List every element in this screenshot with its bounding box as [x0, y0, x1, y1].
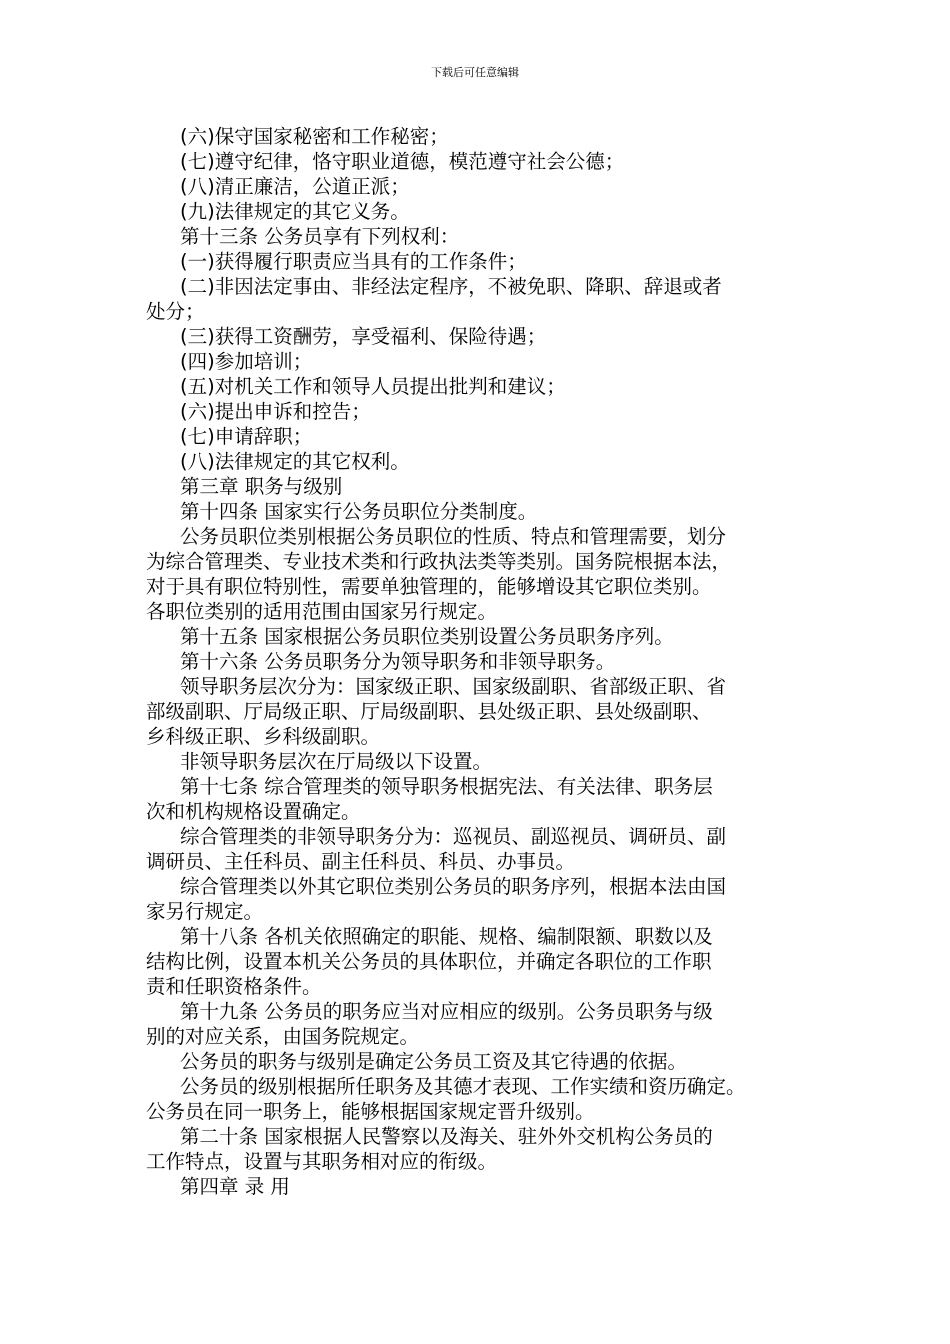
text-line: 别的对应关系，由国务院规定。	[146, 1025, 420, 1048]
text-line: (八)法律规定的其它权利。	[180, 450, 410, 473]
text-line: (二)非因法定事由、非经法定程序，不被免职、降职、辞退或者	[180, 275, 722, 298]
document-body	[146, 124, 814, 1199]
article-heading: 第十六条 公务员职务分为领导职务和非领导职务。	[180, 650, 616, 673]
text-line: 调研员、主任科员、副主任科员、科员、办事员。	[146, 850, 576, 873]
text-line: (九)法律规定的其它义务。	[180, 200, 410, 223]
page-header: 下载后可任意编辑	[431, 66, 519, 79]
text-line: 家另行规定。	[146, 900, 264, 923]
article-heading: 第十四条 国家实行公务员职位分类制度。	[180, 500, 538, 523]
article-heading: 第十八条 各机关依照确定的职能、规格、编制限额、职数以及	[180, 925, 713, 948]
text-line: (六)提出申诉和控告；	[180, 400, 371, 423]
text-line: 公务员在同一职务上，能够根据国家规定晋升级别。	[146, 1100, 595, 1123]
text-line: 非领导职务层次在厅局级以下设置。	[180, 750, 493, 773]
text-line: (七)申请辞职；	[180, 425, 313, 448]
article-heading: 第十三条 公务员享有下列权利：	[180, 225, 460, 248]
text-line: 公务员职位类别根据公务员职位的性质、特点和管理需要，划分	[180, 525, 727, 548]
text-line: 为综合管理类、专业技术类和行政执法类等类别。国务院根据本法，	[146, 550, 732, 573]
article-heading: 第十五条 国家根据公务员职位类别设置公务员职务序列。	[180, 625, 674, 648]
text-line: 综合管理类以外其它职位类别公务员的职务序列，根据本法由国	[180, 875, 727, 898]
text-line: (五)对机关工作和领导人员提出批判和建议；	[180, 375, 566, 398]
text-line: (八)清正廉洁，公道正派；	[180, 175, 410, 198]
text-line: 公务员的级别根据所任职务及其德才表现、工作实绩和资历确定。	[180, 1075, 746, 1098]
text-line: (四)参加培训；	[180, 350, 313, 373]
article-heading: 第十九条 公务员的职务应当对应相应的级别。公务员职务与级	[180, 1000, 713, 1023]
text-line: 结构比例，设置本机关公务员的具体职位，并确定各职位的工作职	[146, 950, 712, 973]
text-line: 部级副职、厅局级正职、厅局级副职、县处级正职、县处级副职、	[146, 700, 712, 723]
text-line: 工作特点，设置与其职务相对应的衔级。	[146, 1150, 498, 1173]
text-line: 对于具有职位特别性，需要单独管理的，能够增设其它职位类别。	[146, 575, 712, 598]
text-line: (七)遵守纪律，恪守职业道德，模范遵守社会公德；	[180, 150, 625, 173]
text-line: 公务员的职务与级别是确定公务员工资及其它待遇的依据。	[180, 1050, 688, 1073]
text-line: (三)获得工资酬劳，享受福利、保险待遇；	[180, 325, 547, 348]
chapter-heading: 第四章 录 用	[180, 1175, 290, 1198]
text-line: 次和机构规格设置确定。	[146, 800, 361, 823]
article-heading: 第十七条 综合管理类的领导职务根据宪法、有关法律、职务层	[180, 775, 713, 798]
text-line: 责和任职资格条件。	[146, 975, 322, 998]
text-line: 领导职务层次分为：国家级正职、国家级副职、省部级正职、省	[180, 675, 727, 698]
article-heading: 第二十条 国家根据人民警察以及海关、驻外外交机构公务员的	[180, 1125, 713, 1148]
text-line: 处分；	[146, 300, 205, 323]
text-line: (一)获得履行职责应当具有的工作条件；	[180, 250, 527, 273]
text-line: 综合管理类的非领导职务分为：巡视员、副巡视员、调研员、副	[180, 825, 727, 848]
text-line: 乡科级正职、乡科级副职。	[146, 725, 381, 748]
text-line: (六)保守国家秘密和工作秘密；	[180, 125, 449, 148]
chapter-heading: 第三章 职务与级别	[180, 475, 343, 498]
text-line: 各职位类别的适用范围由国家另行规定。	[146, 600, 498, 623]
